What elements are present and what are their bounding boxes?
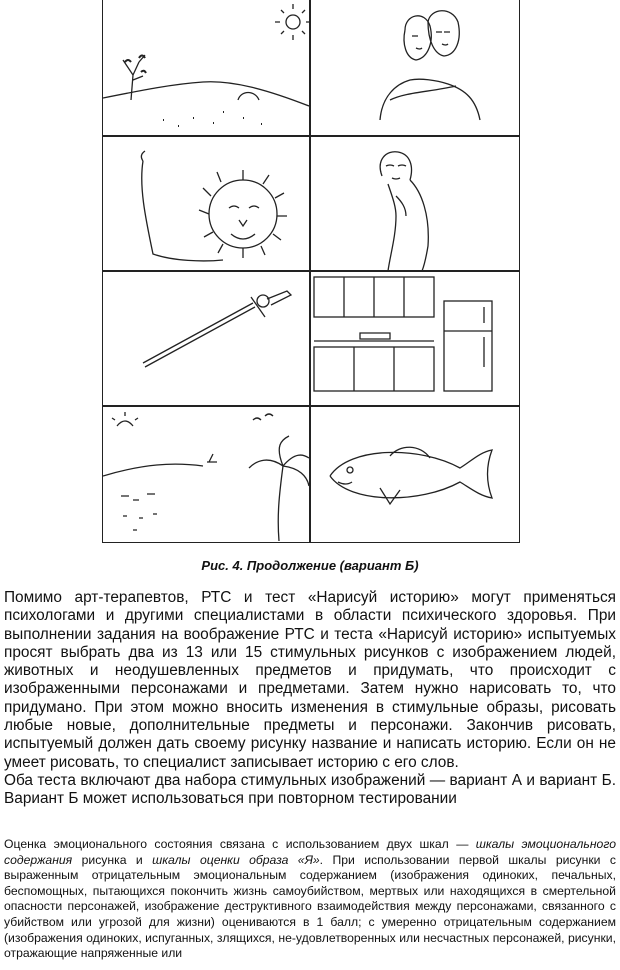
small-paragraph [4,837,616,962]
stimulus-figure-grid [102,0,520,543]
paragraph: Оба теста включают два набора стимульных изображений — вариант А и вариант Б. Вариант Б может использоваться при повторном тестировании [4,771,616,808]
figure-caption: Рис. 4. Продолжение (вариант Б) [201,558,419,573]
sad-woman-icon [310,136,516,271]
lion-icon [103,136,309,271]
paragraph: Помимо арт-терапевтов, РТС и тест «Нарисуй историю» могут применяться психологами и другими специалистами в области психического здоровья. При выполнении задания на воображение РТС и теста «Нарисуй историю» испытуемых просят выбрать два из 13 или 15 стимульных рисунков с изображением людей, животных и неодушевленных предметов и придумать, что происходит с изображенными персонажами и предметами. Затем нужно нарисовать то, что придумано. При этом можно вносить изменения в стимульные образы, рисовать любые новые, дополнительные предметы и персонажи. Закончив рисовать, испытуемый должен дать своему рисунку название и написать историю. Если он не умеет рисовать, то специалист записывает историю с его слов. [4,589,616,771]
small-print-section [4,837,616,962]
sword-icon [103,271,309,406]
italic-term: шкалы оценки образа «Я» [152,852,320,867]
beach-palm-icon [103,406,309,541]
main-text [4,589,616,809]
couple-icon [310,0,516,135]
text-run: . При использовании первой шкалы рисунки с выраженным отрицательным эмоциональным содержанием (изображения одиноких, печальных, беспомощных, пытающихся покончить жизнь самоубийством, мертвых или находящихся в смертельной опасности персонажей, изображение деструктивного взаимодействия между персонажами, связанного с убийством или угрозой для жизни) оцениваются в 1 балл; с умеренно отрицательным содержанием (изображения одиноких, испуганных, злящихся, не-удовлетворенных или несчастных персонажей, рисунки, отражающие напряженные или [4,852,616,961]
kitchen-icon [310,271,516,406]
text-run: Оценка эмоционального состояния связана с использованием двух шкал — [4,837,476,851]
text-run: рисунка и [72,852,153,867]
fish-icon [310,406,516,541]
hill-landscape-icon [103,0,309,135]
italic-term: шкалы эмоционального содержания [4,837,616,867]
